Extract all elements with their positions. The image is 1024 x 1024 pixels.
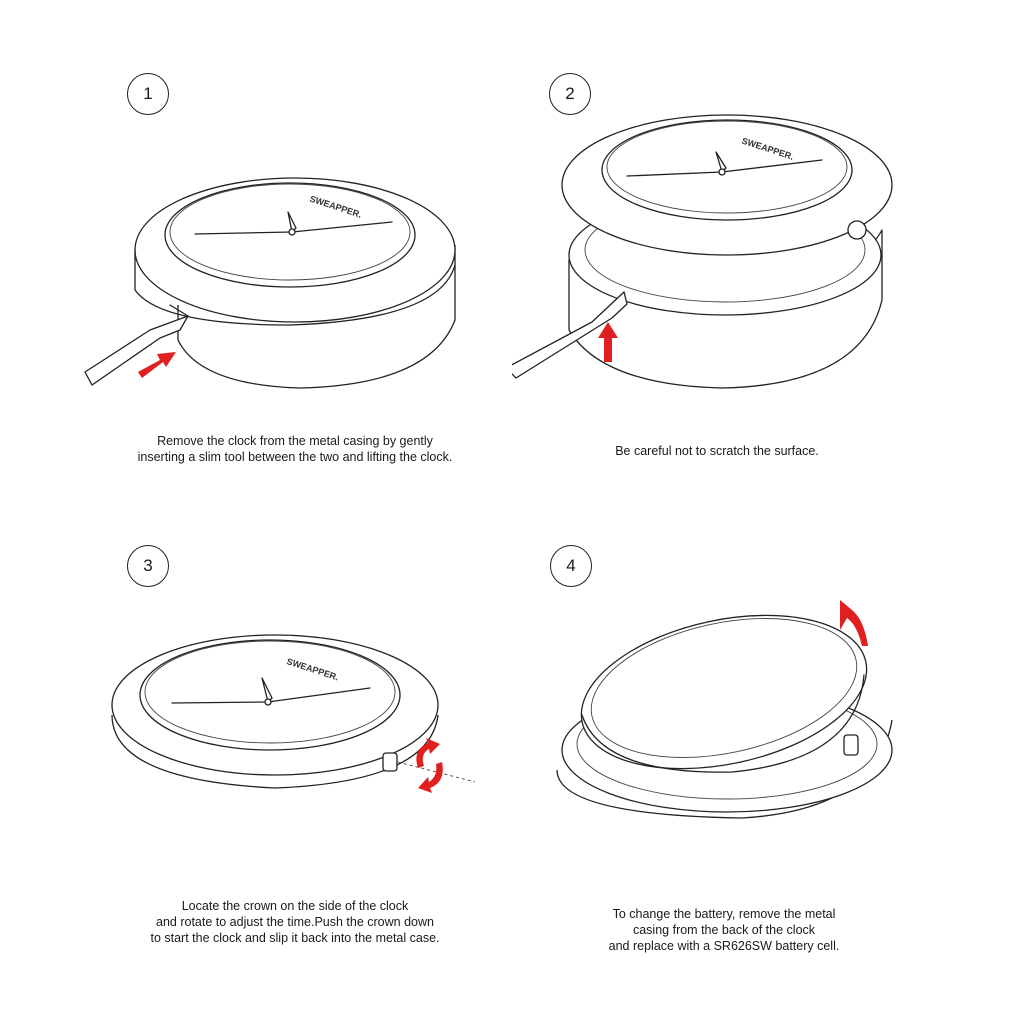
step-3-caption-line-1: Locate the crown on the side of the clock <box>181 899 409 913</box>
step-4-caption-line-3: and replace with a SR626SW battery cell. <box>608 939 840 953</box>
step-1-caption-line-1: Remove the clock from the metal casing by gently <box>157 434 433 448</box>
step-1-caption-line-2: inserting a slim tool between the two and lifting the clock. <box>137 450 453 464</box>
step-2-caption-line-1: Be careful not to scratch the surface. <box>615 444 819 458</box>
clock-glass <box>602 120 852 220</box>
step-1-panel <box>0 0 512 512</box>
crown <box>848 221 866 239</box>
step-1-number: 1 <box>127 73 169 115</box>
step-1-caption <box>80 433 510 465</box>
slim-tool <box>85 316 188 385</box>
step-2-caption <box>512 443 922 459</box>
step-4-number: 4 <box>550 545 592 587</box>
step-4-panel <box>512 470 1024 982</box>
step-4-caption-line-1: To change the battery, remove the metal <box>612 907 836 921</box>
step-3-caption-line-3: to start the clock and slip it back into the metal case. <box>150 931 440 945</box>
step-2-illustration <box>512 0 1024 512</box>
dial-brand: SWEAPPER. <box>285 656 340 683</box>
step-3-caption <box>80 898 510 946</box>
dial-brand: SWEAPPER. <box>308 193 363 220</box>
step-4-caption-line-2: casing from the back of the clock <box>632 923 816 937</box>
step-3-caption-line-2: and rotate to adjust the time.Push the crown down <box>156 915 434 929</box>
step-3-number: 3 <box>127 545 169 587</box>
step-4-caption <box>512 906 936 954</box>
step-3-panel <box>0 470 512 982</box>
insert-arrow <box>138 352 176 378</box>
step-2-panel <box>512 0 1024 512</box>
crown <box>844 735 858 755</box>
dial-brand: SWEAPPER. <box>740 135 795 162</box>
step-2-number: 2 <box>549 73 591 115</box>
crown <box>383 753 397 771</box>
